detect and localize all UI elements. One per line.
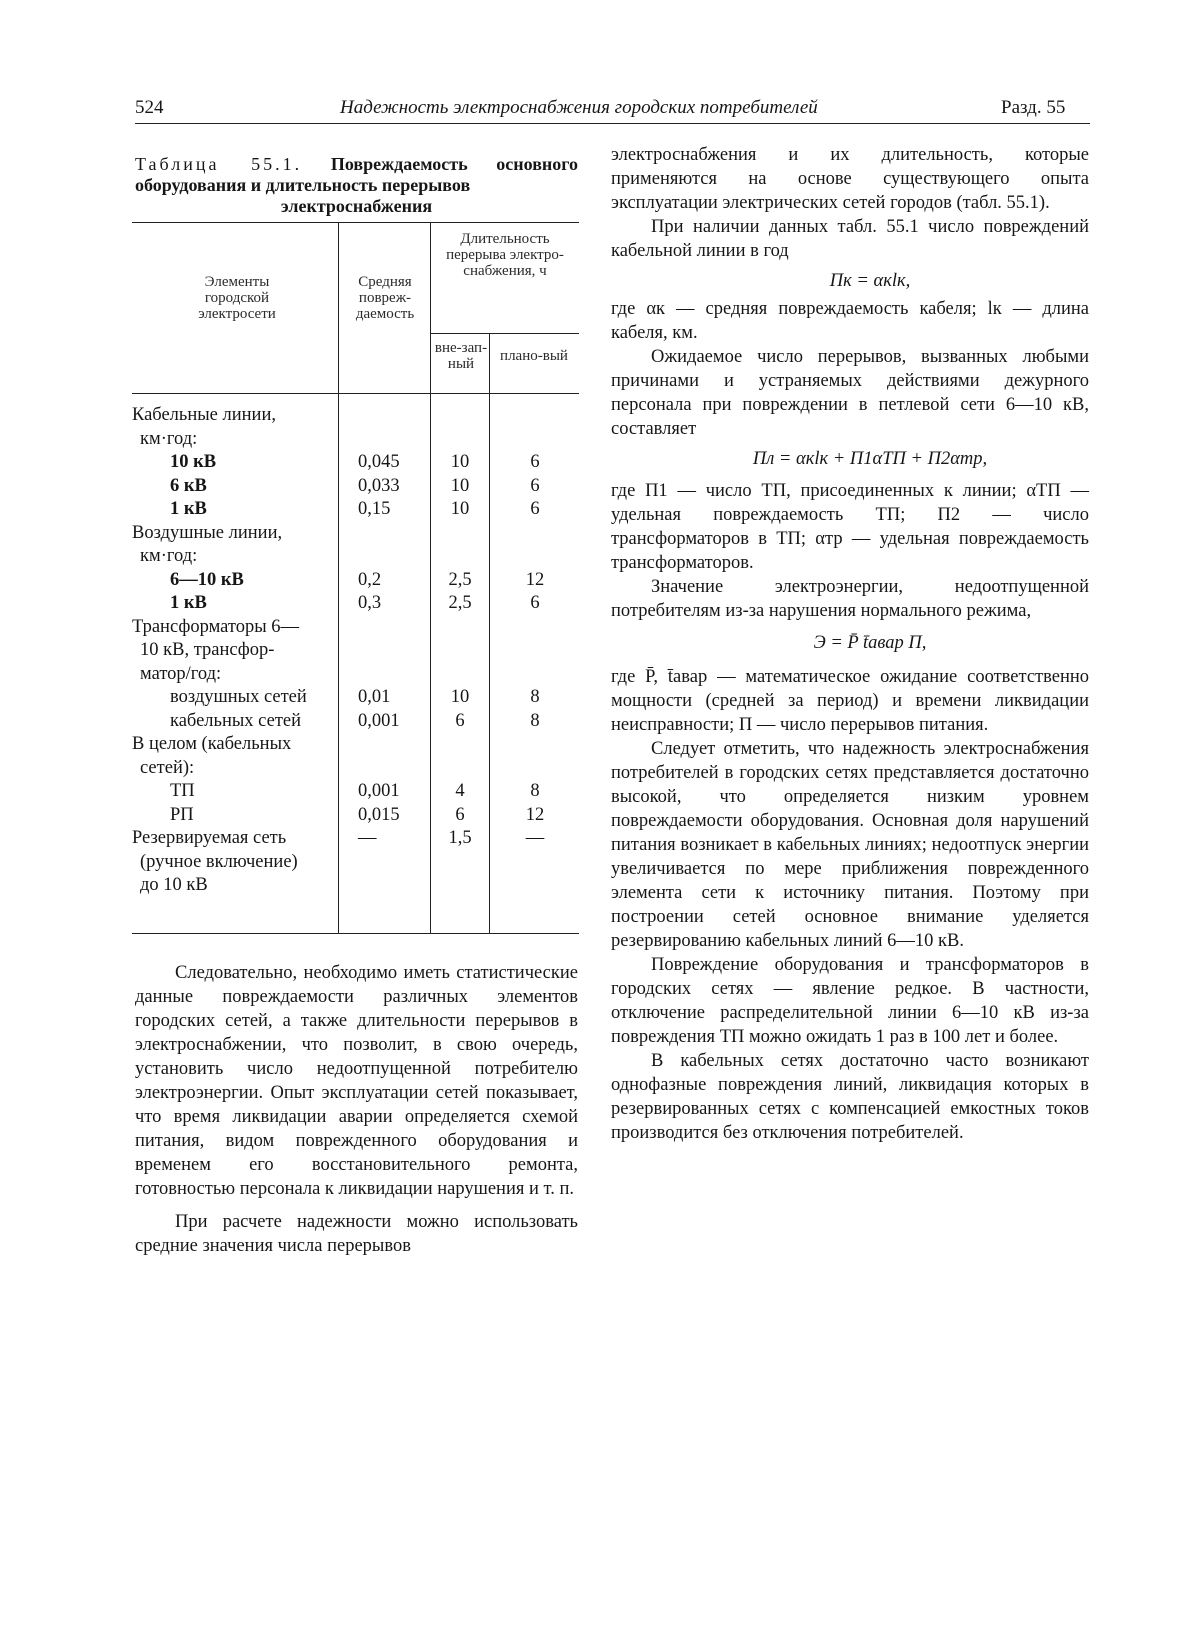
table-col-divider-1 (338, 222, 339, 933)
table-cell-element: 6 кВ (170, 475, 207, 496)
table-cell-planned: 6 (530, 593, 540, 613)
table-cell-avg: 0,015 (358, 804, 400, 825)
caption-title-3: электроснабжения (280, 196, 433, 216)
table-cell-element: 10 кВ (170, 452, 217, 472)
table-col-divider-3 (489, 333, 490, 933)
table-cell-element: до 10 кВ (140, 875, 208, 895)
duration-sub-rule (430, 333, 579, 334)
table-cell-element: 1 кВ (170, 593, 207, 613)
table-cell-sudden: 1,5 (448, 828, 472, 848)
table-top-rule (132, 222, 579, 223)
table-col-divider-2 (430, 222, 431, 933)
right-text (611, 143, 1089, 1145)
table-cell-planned: 8 (530, 710, 540, 731)
table-cell-sudden: 6 (455, 710, 465, 731)
paragraph: где P̄, t̄авар — математическое ожидание соответственно мощности (средней за период) и времени ликвидации неисправности; П — число перерывов питания. (611, 667, 1089, 735)
table-cell-element: сетей): (140, 757, 195, 778)
table-cell-element: В целом (кабельных (132, 734, 292, 754)
table-cell-planned: 6 (530, 475, 540, 496)
table-cell-element: (ручное включение) (140, 851, 298, 872)
left-text (135, 961, 578, 1258)
paragraph: где П1 — число ТП, присоединенных к линии; αТП — удельная повреждаемость ТП; П2 — число трансформаторов в ТП; αтр — удельная повреждаемость трансформаторов. (611, 481, 1089, 573)
paragraph: электроснабжения и их длительность, которые применяются на основе существующего опыта эксплуатации электрических сетей городов (табл. 55.1). (611, 145, 1089, 213)
table-cell-element: Резервируемая сеть (132, 828, 287, 848)
equation: Э = P̄ t̄авар П, (813, 633, 927, 653)
table-cell-avg: 0,2 (358, 569, 382, 590)
table-cell-sudden: 4 (455, 781, 465, 801)
paragraph: Повреждение оборудования и трансформаторов в городских сетях — явление редкое. В частности, отключение распределительной линии 6—10 кВ из-за повреждения ТП можно ожидать 1 раз в 100 лет и более. (611, 955, 1089, 1047)
table-cell-element: км·год: (140, 428, 198, 449)
table-cell-element: 10 кВ, трансфор- (140, 640, 275, 660)
equation: Пл = αкlк + П1αТП + П2αтр, (752, 449, 988, 469)
table-cell-element: Кабельные линии, (132, 405, 276, 425)
table-cell-avg: — (358, 828, 377, 848)
table-cell-element: км·год: (140, 546, 198, 566)
table-cell-element: Воздушные линии, (132, 522, 283, 543)
table-cell-element: 1 кВ (170, 499, 207, 519)
table-cell-element: Трансформаторы 6— (132, 616, 300, 637)
table-cell-planned: 12 (525, 804, 545, 825)
paragraph: При наличии данных табл. 55.1 число повреждений кабельной линии в год (611, 217, 1089, 261)
table-cell-planned: — (525, 828, 545, 848)
table-cell-sudden: 2,5 (448, 569, 472, 590)
table-cell-avg: 0,001 (358, 781, 400, 801)
table-cell-planned: 8 (530, 687, 540, 707)
table-cell-planned: 8 (530, 781, 540, 801)
header-rule (135, 123, 1090, 124)
table-cell-planned: 6 (530, 452, 540, 472)
table-cell-element: 6—10 кВ (170, 569, 244, 590)
table-cell-avg: 0,001 (358, 710, 400, 731)
table-cell-avg: 0,045 (358, 452, 400, 472)
section-label: Разд. 55 (1001, 97, 1066, 118)
paragraph: При расчете надежности можно использовать средние значения числа перерывов (135, 1212, 578, 1256)
paragraph: Следовательно, необходимо иметь статистические данные повреждаемости различных элементов городских сетей, а также длительности перерывов в электроснабжении, что позволит, в свою очередь, установить число недоотпущенной потребителю электроэнергии. Опыт эксплуатации сетей показывает, что время ликвидации аварии определяется схемой питания, видом поврежденного оборудования и временем его восстановительного ремонта, готовностью персонала к ликвидации нарушения и т. п. (135, 963, 578, 1199)
paragraph: где αк — средняя повреждаемость кабеля; lк — длина кабеля, км. (611, 299, 1089, 343)
table-cell-planned: 12 (525, 569, 545, 590)
paragraph: Следует отметить, что надежность электроснабжения потребителей в городских сетях представляется достаточно высокой, что определяется низким уровнем повреждаемости оборудования. Основная доля нарушений питания возникает в кабельных линиях; недоотпуск энергии увеличивается по мере приближения поврежденного элемента сети к источнику питания. Поэтому при построении сетей основное внимание уделяется резервированию кабельных линий 6—10 кВ. (611, 739, 1089, 951)
table-cell-sudden: 10 (450, 475, 470, 496)
table-cell-sudden: 2,5 (448, 593, 472, 613)
paragraph: Ожидаемое число перерывов, вызванных любыми причинами и устраняемых действиями дежурного персонала при повреждении в петлевой сети 6—10 кВ, составляет (611, 347, 1089, 439)
table-cell-avg: 0,3 (358, 593, 382, 613)
table-cell-avg: 0,01 (358, 687, 391, 707)
paragraph: В кабельных сетях достаточно часто возникают однофазные повреждения линий, ликвидация которых в резервированных сетях с компенсацией емкостных токов производится без отключения потребителей. (611, 1051, 1089, 1143)
caption-title-2: оборудования и длительность перерывов (135, 175, 471, 195)
table-cell-avg: 0,033 (358, 475, 400, 496)
table-cell-sudden: 10 (450, 687, 470, 707)
page-number: 524 (135, 97, 164, 118)
table-cell-planned: 6 (530, 499, 540, 519)
table-bottom-rule (132, 933, 579, 934)
col-header-duration: Длительность перерыва электро-снабжения, ч (446, 231, 564, 279)
data-table (132, 222, 579, 934)
col-header-elements: Элементы городской электросети (198, 274, 276, 322)
table-cell-sudden: 6 (455, 804, 465, 825)
table-cell-element: ТП (170, 781, 195, 801)
caption-label: Таблица 55.1. (135, 154, 303, 174)
table-caption (135, 154, 578, 217)
paragraph: Значение электроэнергии, недоотпущенной потребителям из-за нарушения нормального режима, (611, 577, 1089, 621)
equation: Пк = αкlк, (829, 271, 911, 291)
table-cell-element: РП (170, 804, 194, 825)
col-header-sudden: вне-зап-ный (434, 340, 488, 372)
table-cell-element: кабельных сетей (170, 710, 302, 731)
caption-title-1: Повреждаемость основного (330, 154, 579, 174)
col-header-avg: Средняя повреж-даемость (355, 274, 415, 322)
table-cell-element: матор/год: (140, 663, 222, 684)
running-title: Надежность электроснабжения городских потребителей (340, 97, 818, 118)
col-header-planned: плано-вый (500, 348, 568, 364)
table-header-rule (132, 393, 579, 394)
table-cell-avg: 0,15 (358, 499, 391, 519)
table-cell-element: воздушных сетей (170, 687, 307, 707)
table-cell-sudden: 10 (450, 452, 470, 472)
table-cell-sudden: 10 (450, 499, 470, 519)
